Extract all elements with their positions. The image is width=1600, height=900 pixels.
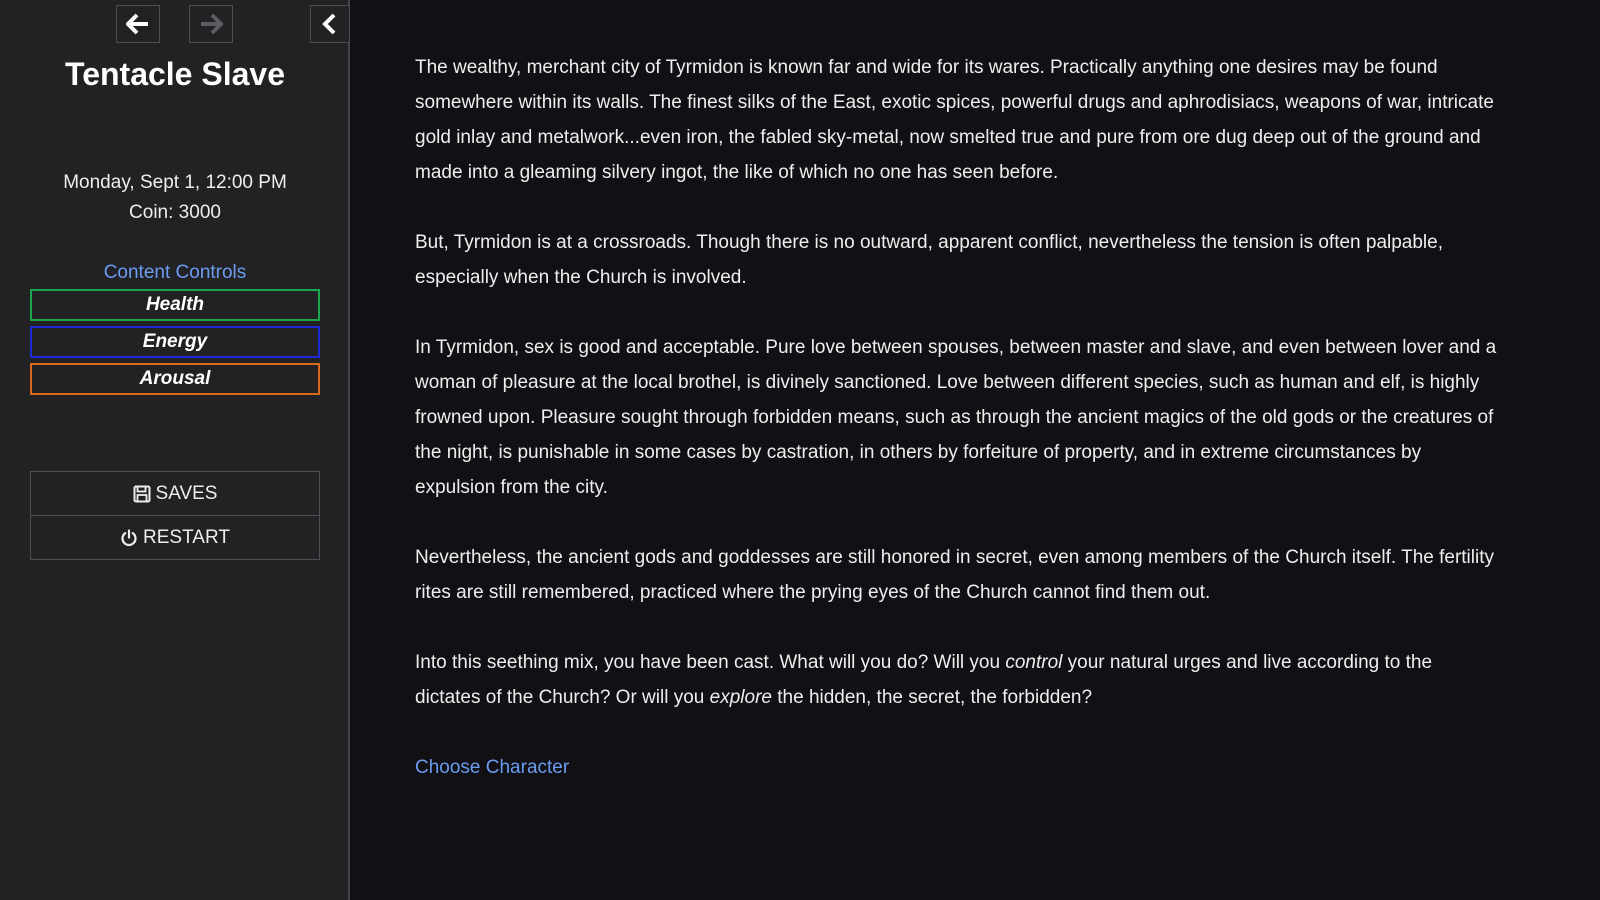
passage-text: the hidden, the secret, the forbidden?: [771, 687, 1093, 708]
passage-paragraph: [415, 645, 1500, 715]
story-title: Tentacle Slave: [65, 56, 285, 92]
choose-character-link[interactable]: Choose Character: [415, 757, 570, 778]
passage-text: your natural urges and live according to the dictates of the Church? Or will you: [415, 652, 1433, 708]
power-icon: [120, 529, 138, 547]
passage-paragraph: In Tyrmidon, sex is good and acceptable. Pure love between spouses, between master and slave, and even between lover and a woman of pleasure at the local brothel, is divinely sanctioned. Love between different species, such as human and elf, is highly frowned upon. Pleasure sought through forbidden means, such as through the ancient magics of the old gods or the creatures of the night, is punishable in some cases by castration, in others by forfeiture of property, and in extreme circumstances by expulsion from the city.: [415, 337, 1497, 498]
date-time: Monday, Sept 1, 12:00 PM: [63, 172, 287, 193]
history-forward-button[interactable]: [189, 5, 233, 43]
floppy-disk-icon: [133, 485, 151, 503]
history-back-button[interactable]: [116, 5, 160, 43]
passage-paragraph: Nevertheless, the ancient gods and goddesses are still honored in secret, even among members of the Church itself. The fertility rites are still remembered, practiced where the prying eyes of the Church cannot find them out.: [415, 547, 1495, 603]
restart-button[interactable]: [30, 515, 320, 560]
arrow-right-icon: [199, 13, 223, 35]
saves-label: SAVES: [155, 482, 218, 504]
emphasis-control: control: [1005, 652, 1063, 673]
saves-button[interactable]: [30, 471, 320, 516]
emphasis-explore: explore: [709, 687, 772, 708]
content-controls-link[interactable]: Content Controls: [103, 262, 247, 283]
health-bar: Health: [30, 289, 320, 321]
arrow-left-icon: [126, 13, 150, 35]
passage-paragraph: The wealthy, merchant city of Tyrmidon is known far and wide for its wares. Practically anything one desires may be found somewhere within its walls. The finest silks of the East, exotic spices, powerful drugs and aphrodisiacs, weapons of war, intricate gold inlay and metalwork...even iron, the fabled sky-metal, now smelted true and pure from ore dug deep out of the ground and made into a gleaming silvery ingot, the like of which no one has seen before.: [415, 57, 1494, 183]
sidebar-collapse-button[interactable]: [310, 5, 350, 43]
chevron-left-icon: [322, 13, 338, 35]
arousal-bar: Arousal: [30, 363, 320, 395]
story-passage: [415, 50, 1500, 820]
coin-count: Coin: 3000: [129, 202, 221, 223]
restart-label: RESTART: [143, 526, 230, 548]
passage-text: Into this seething mix, you have been cast. What will you do? Will you: [415, 652, 1006, 673]
passage-link-line: [415, 750, 1500, 785]
passage-paragraph: But, Tyrmidon is at a crossroads. Though there is no outward, apparent conflict, nevertheless the tension is often palpable, especially when the Church is involved.: [415, 232, 1444, 288]
energy-bar: Energy: [30, 326, 320, 358]
sidebar: [0, 0, 350, 900]
